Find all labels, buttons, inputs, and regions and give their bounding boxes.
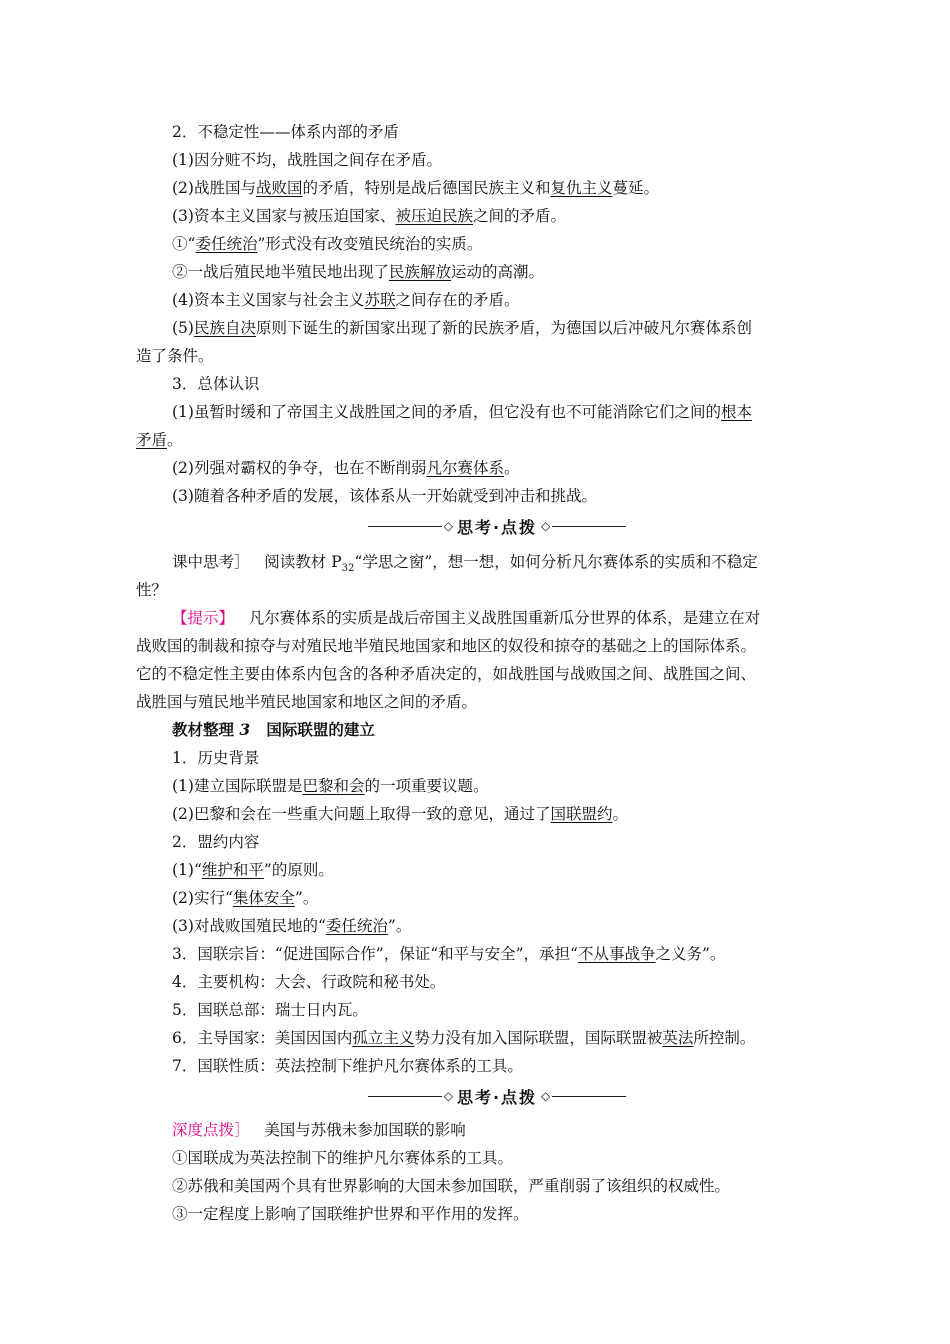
divider-line xyxy=(552,526,626,527)
section-divider xyxy=(368,515,626,537)
paragraph: (1)虽暂时缓和了帝国主义战胜国之间的矛盾，但它没有也不可能消除它们之间的根本 xyxy=(172,403,752,421)
question-label: 课中思考］ xyxy=(172,553,250,571)
paragraph: (2)实行“集体安全”。 xyxy=(172,889,319,907)
paragraph: 4．主要机构：大会、行政院和秘书处。 xyxy=(172,973,446,991)
paragraph: (3)随着各种矛盾的发展，该体系从一开始就受到冲击和挑战。 xyxy=(172,487,597,505)
paragraph: ①国联成为英法控制下的维护凡尔赛体系的工具。 xyxy=(172,1149,514,1167)
hint-line: 【提示】 凡尔赛体系的实质是战后帝国主义战胜国重新瓜分世界的体系，是建立在对 xyxy=(172,609,761,627)
diamond-icon: ◇ xyxy=(443,519,453,533)
heading-covenant: 2．盟约内容 xyxy=(172,833,260,851)
heading-overall: 3．总体认识 xyxy=(172,375,260,393)
paragraph: (4)资本主义国家与社会主义苏联之间存在的矛盾。 xyxy=(172,291,520,309)
paragraph: (1)因分赃不均，战胜国之间存在矛盾。 xyxy=(172,151,442,169)
question-continuation: 性？ xyxy=(136,581,168,599)
divider-label: 思考·点拨 xyxy=(456,517,538,537)
divider-line xyxy=(368,1096,442,1097)
paragraph: ②一战后殖民地半殖民地出现了民族解放运动的高潮。 xyxy=(172,263,545,281)
hint-line: 它的不稳定性主要由体系内包含的各种矛盾决定的，如战胜国与战败国之间、战胜国之间、 xyxy=(136,665,757,683)
paragraph: ①“委任统治”形式没有改变殖民统治的实质。 xyxy=(172,235,483,253)
paragraph: (2)巴黎和会在一些重大问题上取得一致的意见，通过了国联盟约。 xyxy=(172,805,628,823)
paragraph: (1)建立国际联盟是巴黎和会的一项重要议题。 xyxy=(172,777,489,795)
divider-line xyxy=(368,526,442,527)
paragraph: (1)“维护和平”的原则。 xyxy=(172,861,334,879)
section-title: 教材整理 3 国际联盟的建立 xyxy=(172,720,375,739)
divider-label: 思考·点拨 xyxy=(456,1087,538,1107)
diamond-icon: ◇ xyxy=(541,519,551,533)
divider-line xyxy=(552,1096,626,1097)
paragraph: 6．主导国家：美国因国内孤立主义势力没有加入国际联盟，国际联盟被英法所控制。 xyxy=(172,1029,756,1047)
diamond-icon: ◇ xyxy=(443,1089,453,1103)
paragraph: ③一定程度上影响了国联维护世界和平作用的发挥。 xyxy=(172,1205,529,1223)
deep-hint-line: 深度点拨］ 美国与苏俄未参加国联的影响 xyxy=(172,1121,466,1139)
paragraph: 3．国联宗旨：“促进国际合作”，保证“和平与安全”，承担“不从事战争之义务”。 xyxy=(172,945,726,963)
paragraph-continuation: 矛盾。 xyxy=(136,431,183,449)
paragraph: (3)资本主义国家与被压迫国家、被压迫民族之间的矛盾。 xyxy=(172,207,566,225)
paragraph: 7．国联性质：英法控制下维护凡尔赛体系的工具。 xyxy=(172,1057,523,1075)
paragraph: 5．国联总部：瑞士日内瓦。 xyxy=(172,1001,368,1019)
hint-label: 【提示】 xyxy=(172,609,235,627)
hint-line: 战败国的制裁和掠夺与对殖民地半殖民地国家和地区的奴役和掠夺的基础之上的国际体系。 xyxy=(136,637,757,655)
diamond-icon: ◇ xyxy=(541,1089,551,1103)
paragraph: (3)对战败国殖民地的“委任统治”。 xyxy=(172,917,412,935)
paragraph: (2)列强对霸权的争夺，也在不断削弱凡尔赛体系。 xyxy=(172,459,520,477)
paragraph: (2)战胜国与战败国的矛盾，特别是战后德国民族主义和复仇主义蔓延。 xyxy=(172,179,660,197)
question-line: 课中思考］ 阅读教材 $P_{32}“$学思之窗”，想一想，如何分析凡尔赛体系的实质和不稳定 xyxy=(172,553,758,575)
heading-background: 1．历史背景 xyxy=(172,749,260,767)
paragraph: ②苏俄和美国两个具有世界影响的大国未参加国联，严重削弱了该组织的权威性。 xyxy=(172,1177,731,1195)
section-divider xyxy=(368,1085,626,1107)
paragraph-continuation: 造了条件。 xyxy=(136,347,214,365)
deep-hint-label: 深度点拨］ xyxy=(172,1121,250,1139)
heading-instability: 2．不稳定性——体系内部的矛盾 xyxy=(172,123,399,141)
hint-line: 战胜国与殖民地半殖民地国家和地区之间的矛盾。 xyxy=(136,693,478,711)
paragraph: (5)民族自决原则下诞生的新国家出现了新的民族矛盾，为德国以后冲破凡尔赛体系创 xyxy=(172,319,752,337)
